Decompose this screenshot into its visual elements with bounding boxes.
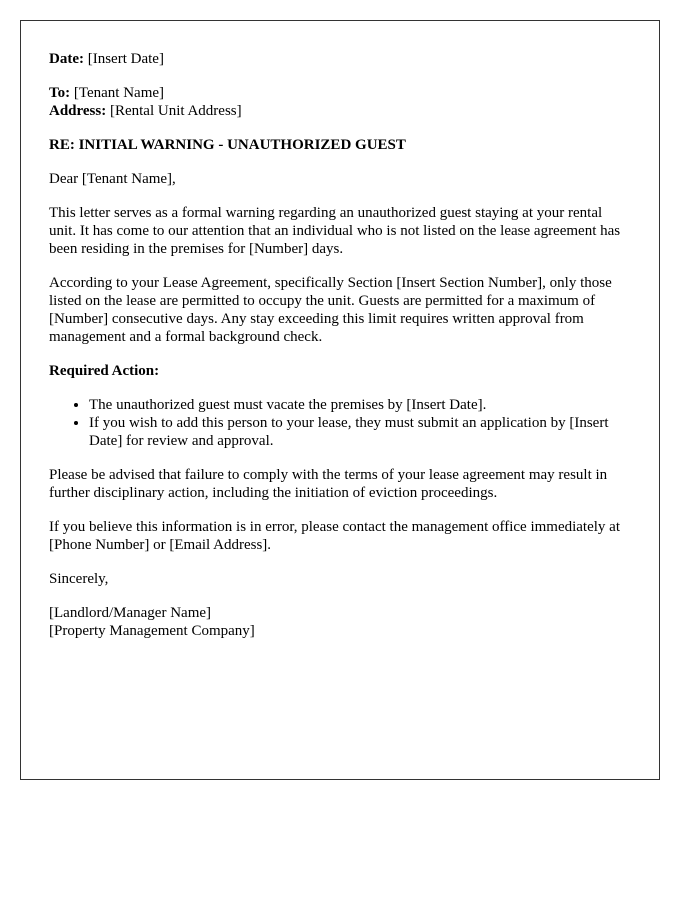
subject-line: RE: INITIAL WARNING - UNAUTHORIZED GUEST [49, 137, 406, 153]
date-line [49, 50, 631, 68]
date-label: Date: [49, 51, 84, 67]
required-actions-list [49, 396, 631, 450]
paragraph-consequences: Please be advised that failure to comply with the terms of your lease agreement may result in further disciplinary action, including the initiation of eviction proceedings. [49, 467, 608, 501]
list-item: • The unauthorized guest must vacate the premises by [Insert Date]. [89, 396, 631, 414]
paragraph-lease-terms: According to your Lease Agreement, specifically Section [Insert Section Number], only those listed on the lease are permitted to occupy the unit. Guests are permitted for a maximum of [Number] consecutive days. Any stay exceeding this limit requires written approval from management and a formal background check. [49, 275, 612, 345]
list-item: • If you wish to add this person to your lease, they must submit an application by [Insert Date] for review and approval. [89, 414, 631, 450]
to-label: To: [49, 85, 71, 101]
required-action-heading: Required Action: [49, 363, 160, 379]
to-line [49, 84, 631, 102]
salutation: Dear [Tenant Name], [49, 171, 176, 187]
to-value: [Tenant Name] [73, 85, 165, 101]
paragraph-intro: This letter serves as a formal warning regarding an unauthorized guest staying at your rental unit. It has come to our attention that an individual who is not listed on the lease agreement has been residing in the premises for [Number] days. [49, 205, 621, 257]
paragraph-contact: If you believe this information is in error, please contact the management office immediately at [Phone Number] or [Email Address]. [49, 519, 621, 553]
signature-company: [Property Management Company] [49, 623, 255, 639]
signature-block [49, 604, 631, 640]
address-label: Address: [49, 103, 107, 119]
address-value: [Rental Unit Address] [109, 103, 242, 119]
warning-letter [20, 20, 660, 780]
address-line [49, 102, 631, 120]
closing: Sincerely, [49, 571, 109, 587]
signature-name: [Landlord/Manager Name] [49, 605, 212, 621]
date-value: [Insert Date] [87, 51, 164, 67]
